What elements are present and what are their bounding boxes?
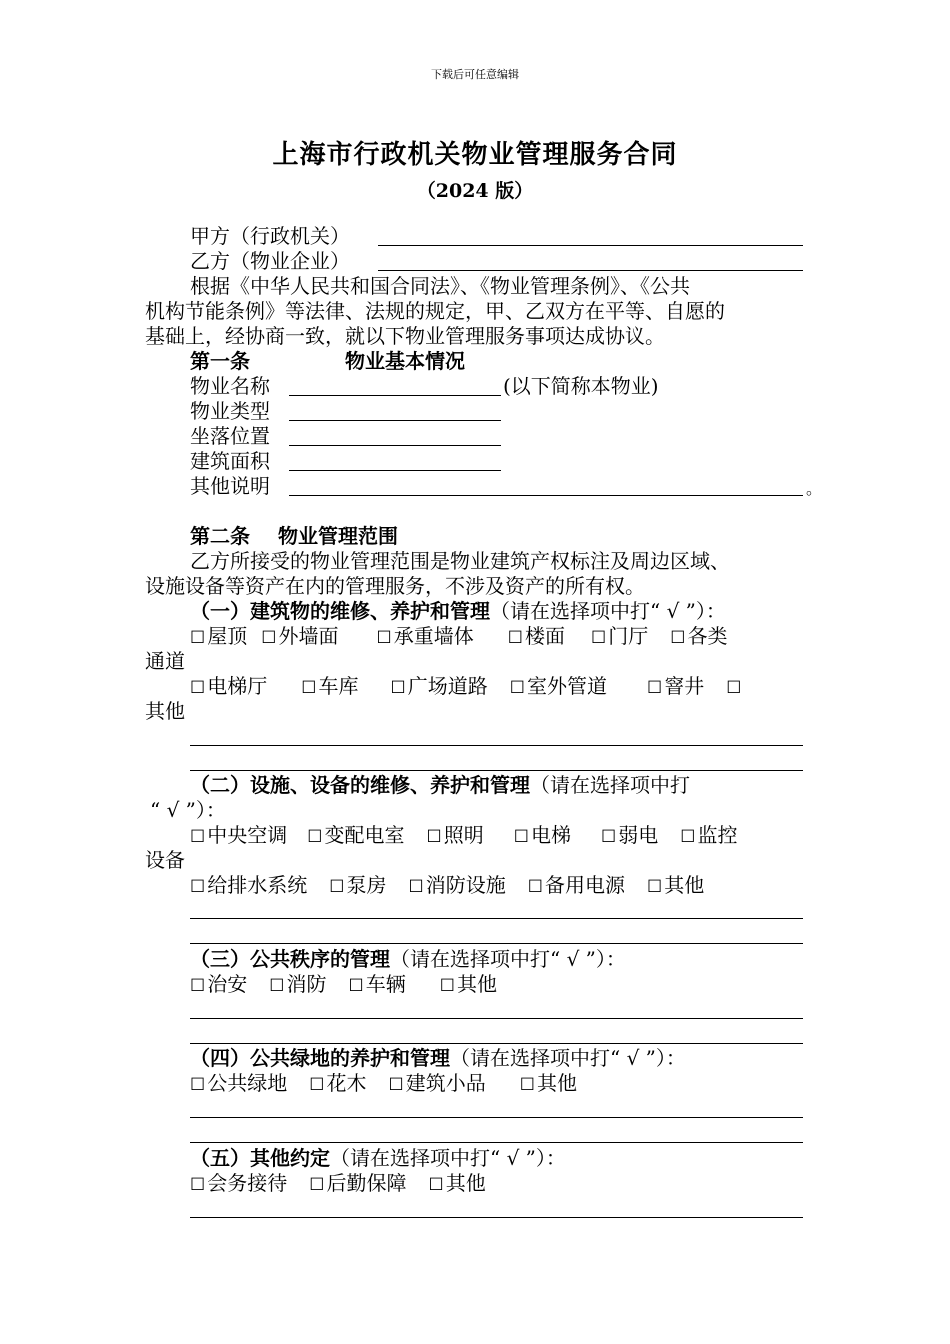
checkbox-other[interactable]: ☐ 其他: [647, 873, 704, 897]
section-2-title: （二）设施、设备的维修、养护和管理: [190, 773, 530, 797]
document-version: （2024 版）: [416, 180, 534, 202]
section-4-row-1: [190, 1071, 591, 1098]
checkbox-other[interactable]: ☐ 其他: [440, 972, 497, 996]
section-4-blank-1[interactable]: [190, 1117, 803, 1118]
checkbox-other[interactable]: ☐ 其他: [429, 1171, 486, 1195]
section-5-blank-1[interactable]: [190, 1217, 803, 1218]
article-2-title: 物业管理范围: [278, 524, 398, 548]
section-2-blank-2[interactable]: [190, 943, 803, 944]
checkbox-fire-facilities[interactable]: ☐ 消防设施: [409, 873, 506, 897]
article-2-desc-1: 乙方所接受的物业管理范围是物业建筑产权标注及周边区域、: [190, 549, 730, 573]
section-2-row-1-wrap: 设备: [145, 848, 185, 872]
section-4-hint: （请在选择项中打“ √ ”）：: [450, 1046, 686, 1070]
article-1-title: 物业基本情况: [345, 349, 465, 373]
property-area-blank[interactable]: [289, 470, 501, 471]
checkbox-floor[interactable]: ☐ 楼面: [508, 624, 565, 648]
checkbox-pump-room[interactable]: ☐ 泵房: [329, 873, 386, 897]
checkbox-outdoor-pipe[interactable]: ☐ 室外管道: [510, 674, 607, 698]
property-name-label: 物业名称: [190, 374, 270, 398]
checkbox-garage[interactable]: ☐ 车库: [301, 674, 358, 698]
section-5-heading: [190, 1146, 566, 1171]
section-1-row-1: [190, 624, 742, 651]
section-3-hint: （请在选择项中打“ √ ”）：: [390, 947, 626, 971]
party-b-blank[interactable]: [378, 270, 803, 271]
party-b-label: 乙方（物业企业）: [190, 249, 350, 273]
section-1-hint: （请在选择项中打“ √ ”）：: [490, 599, 726, 623]
property-location-blank[interactable]: [289, 445, 501, 446]
property-other-blank[interactable]: [289, 495, 803, 496]
intro-line-2: 机构节能条例》等法律、法规的规定，甲、乙双方在平等、自愿的: [145, 299, 725, 323]
property-location-label: 坐落位置: [190, 424, 270, 448]
section-1-title: （一）建筑物的维修、养护和管理: [190, 599, 490, 623]
section-3-blank-2[interactable]: [190, 1043, 803, 1044]
checkbox-exterior-wall[interactable]: ☐ 外墙面: [261, 624, 338, 648]
checkbox-plaza-road[interactable]: ☐ 广场道路: [391, 674, 488, 698]
checkbox-flowers-trees[interactable]: ☐ 花木: [309, 1071, 366, 1095]
section-4-title: （四）公共绿地的养护和管理: [190, 1046, 450, 1070]
section-1-row-1-wrap: 通道: [145, 649, 185, 673]
checkbox-lighting[interactable]: ☐ 照明: [427, 823, 484, 847]
article-1-number: 第一条: [190, 349, 250, 373]
party-a-label: 甲方（行政机关）: [190, 224, 350, 248]
checkbox-conference-reception[interactable]: ☐ 会务接待: [190, 1171, 287, 1195]
section-1-blank-1[interactable]: [190, 745, 803, 746]
party-a-blank[interactable]: [378, 245, 803, 246]
checkbox-other[interactable]: ☐ 其他: [520, 1071, 577, 1095]
checkbox-security[interactable]: ☐ 治安: [190, 972, 247, 996]
checkbox-bearing-wall[interactable]: ☐ 承重墙体: [377, 624, 474, 648]
checkbox-fire[interactable]: ☐ 消防: [269, 972, 326, 996]
section-3-blank-1[interactable]: [190, 1018, 803, 1019]
section-3-heading: [190, 947, 626, 972]
property-name-blank[interactable]: [289, 395, 501, 396]
checkbox-elevator-hall[interactable]: ☐ 电梯厅: [190, 674, 267, 698]
checkbox-landscape-features[interactable]: ☐ 建筑小品: [389, 1071, 486, 1095]
header-note: 下载后可任意编辑: [431, 68, 519, 81]
section-1-row-2-wrap: 其他: [145, 699, 185, 723]
section-1-blank-2[interactable]: [190, 770, 803, 771]
article-2-desc-2: 设施设备等资产在内的管理服务，不涉及资产的所有权。: [145, 574, 645, 598]
section-5-hint: （请在选择项中打“ √ ”）：: [330, 1146, 566, 1170]
property-other-end: 。: [806, 479, 823, 498]
section-1-heading: [190, 599, 726, 624]
section-4-heading: [190, 1046, 686, 1071]
section-2-blank-1[interactable]: [190, 918, 803, 919]
property-type-label: 物业类型: [190, 399, 270, 423]
property-area-label: 建筑面积: [190, 449, 270, 473]
section-3-row-1: [190, 972, 511, 999]
section-5-row-1: [190, 1171, 500, 1198]
article-2-number: 第二条: [190, 524, 250, 548]
checkbox-backup-power[interactable]: ☐ 备用电源: [528, 873, 625, 897]
section-1-row-2: [190, 674, 744, 701]
intro-line-1: 根据《中华人民共和国合同法》、《物业管理条例》、《公共: [190, 274, 690, 298]
checkbox-power-room[interactable]: ☐ 变配电室: [307, 823, 404, 847]
section-2-row-1: [190, 823, 752, 850]
checkbox-monitoring[interactable]: ☐ 监控: [680, 823, 737, 847]
checkbox-lobby[interactable]: ☐ 门厅: [591, 624, 648, 648]
checkbox-other[interactable]: [726, 674, 743, 698]
property-name-suffix: (以下简称本物业): [503, 374, 659, 398]
section-4-blank-2[interactable]: [190, 1142, 803, 1143]
checkbox-public-green[interactable]: ☐ 公共绿地: [190, 1071, 287, 1095]
checkbox-low-voltage[interactable]: ☐ 弱电: [601, 823, 658, 847]
property-other-label: 其他说明: [190, 474, 270, 498]
checkbox-central-ac[interactable]: ☐ 中央空调: [190, 823, 287, 847]
section-2-hint-a: （请在选择项中打: [530, 773, 690, 797]
property-type-blank[interactable]: [289, 420, 501, 421]
checkbox-various[interactable]: ☐ 各类: [670, 624, 727, 648]
document-title: 上海市行政机关物业管理服务合同: [272, 140, 678, 170]
section-2-row-2: [190, 873, 718, 900]
intro-line-3: 基础上，经协商一致，就以下物业管理服务事项达成协议。: [145, 324, 665, 348]
section-2-heading: [190, 773, 690, 798]
checkbox-water-system[interactable]: ☐ 给排水系统: [190, 873, 307, 897]
checkbox-manhole[interactable]: ☐ 窨井: [647, 674, 704, 698]
section-3-title: （三）公共秩序的管理: [190, 947, 390, 971]
checkbox-roof[interactable]: ☐ 屋顶: [190, 624, 247, 648]
section-5-title: （五）其他约定: [190, 1146, 330, 1170]
checkbox-vehicles[interactable]: ☐ 车辆: [349, 972, 406, 996]
checkbox-logistics-support[interactable]: ☐ 后勤保障: [309, 1171, 406, 1195]
section-2-hint-b: “ √ ”）：: [150, 798, 226, 822]
checkbox-elevator[interactable]: ☐ 电梯: [514, 823, 571, 847]
